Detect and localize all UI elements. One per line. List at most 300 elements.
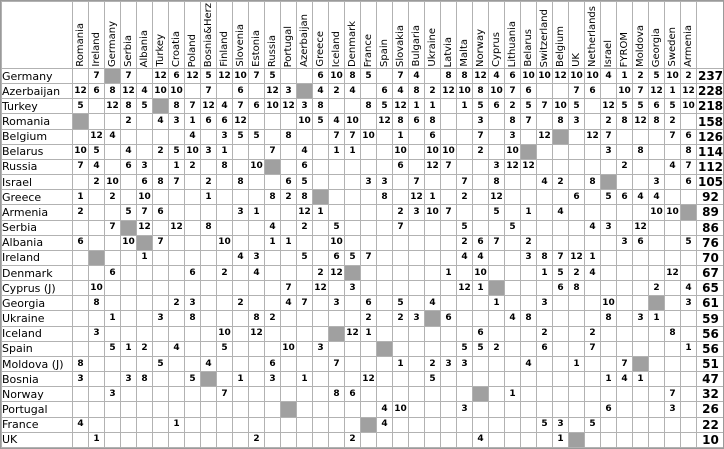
voter-header-israel <box>601 2 617 69</box>
vote-cell <box>585 159 601 174</box>
vote-cell <box>265 402 281 417</box>
vote-cell <box>297 432 313 447</box>
vote-cell <box>153 372 169 387</box>
vote-cell: 8 <box>217 159 233 174</box>
table-row-cyprus-j- <box>2 281 724 296</box>
vote-cell <box>297 341 313 356</box>
voter-header-label: UK <box>571 53 582 67</box>
voter-header-slovakia <box>393 2 409 69</box>
vote-cell <box>137 432 153 447</box>
vote-cell: 6 <box>473 235 489 250</box>
vote-cell <box>521 387 537 402</box>
vote-cell <box>633 159 649 174</box>
vote-cell: 3 <box>457 402 473 417</box>
vote-cell <box>441 250 457 265</box>
vote-cell: 5 <box>313 114 329 129</box>
vote-cell: 6 <box>169 68 185 83</box>
vote-cell <box>393 326 409 341</box>
vote-cell <box>553 190 569 205</box>
vote-cell: 1 <box>457 99 473 114</box>
vote-cell <box>201 129 217 144</box>
vote-cell <box>633 387 649 402</box>
vote-cell <box>425 341 441 356</box>
vote-cell <box>281 159 297 174</box>
vote-cell: 8 <box>441 68 457 83</box>
vote-cell <box>89 387 105 402</box>
voter-header-label: Cyprus <box>491 32 502 67</box>
voter-header-russia <box>265 2 281 69</box>
vote-cell: 12 <box>585 129 601 144</box>
vote-cell <box>457 432 473 447</box>
vote-cell <box>201 250 217 265</box>
vote-cell: 2 <box>233 296 249 311</box>
vote-cell <box>201 281 217 296</box>
vote-cell: 3 <box>329 296 345 311</box>
vote-cell <box>617 250 633 265</box>
voter-header-label: Estonia <box>251 30 262 67</box>
vote-cell <box>489 432 505 447</box>
vote-cell <box>345 99 361 114</box>
vote-cell <box>249 220 265 235</box>
vote-cell: 5 <box>73 99 89 114</box>
vote-cell <box>425 432 441 447</box>
vote-cell: 2 <box>569 266 585 281</box>
vote-cell: 10 <box>505 144 521 159</box>
vote-cell: 7 <box>521 114 537 129</box>
vote-cell: 1 <box>521 205 537 220</box>
vote-cell <box>537 387 553 402</box>
vote-cell: 7 <box>281 281 297 296</box>
self-vote-cell <box>489 281 505 296</box>
vote-cell: 6 <box>505 68 521 83</box>
vote-cell <box>345 311 361 326</box>
vote-cell <box>121 175 137 190</box>
row-label: Turkey <box>2 99 73 114</box>
voter-header-label: Finland <box>219 31 230 67</box>
vote-cell <box>649 250 665 265</box>
vote-cell: 8 <box>553 114 569 129</box>
vote-cell <box>137 326 153 341</box>
vote-cell: 12 <box>633 114 649 129</box>
vote-cell: 2 <box>121 114 137 129</box>
voter-header-label: Greece <box>315 31 326 67</box>
vote-cell <box>169 372 185 387</box>
vote-cell <box>281 220 297 235</box>
vote-cell: 6 <box>313 68 329 83</box>
row-label: Serbia <box>2 220 73 235</box>
vote-cell <box>505 175 521 190</box>
vote-cell: 8 <box>569 281 585 296</box>
vote-cell <box>313 296 329 311</box>
vote-cell: 7 <box>633 84 649 99</box>
vote-cell <box>233 281 249 296</box>
voter-header-label: Sweden <box>667 27 678 67</box>
vote-cell <box>361 281 377 296</box>
vote-cell <box>249 387 265 402</box>
vote-cell <box>537 235 553 250</box>
vote-cell: 10 <box>233 68 249 83</box>
vote-cell: 2 <box>585 326 601 341</box>
vote-cell: 10 <box>617 84 633 99</box>
vote-cell <box>425 220 441 235</box>
voter-header-belgium <box>553 2 569 69</box>
vote-cell: 1 <box>297 372 313 387</box>
row-label: Norway <box>2 387 73 402</box>
voter-header-label: Croatia <box>171 31 182 67</box>
vote-cell <box>617 205 633 220</box>
vote-cell: 7 <box>393 220 409 235</box>
table-row-portugal <box>2 402 724 417</box>
vote-cell <box>569 417 585 432</box>
voter-header-sweden <box>665 2 681 69</box>
vote-cell: 7 <box>137 205 153 220</box>
vote-cell: 4 <box>377 402 393 417</box>
vote-cell <box>505 205 521 220</box>
vote-cell <box>345 175 361 190</box>
table-row-france <box>2 417 724 432</box>
voter-header-label: Serbia <box>123 35 134 67</box>
vote-cell: 4 <box>457 250 473 265</box>
vote-cell <box>441 432 457 447</box>
vote-cell: 3 <box>121 372 137 387</box>
vote-cell <box>73 402 89 417</box>
vote-cell <box>441 235 457 250</box>
vote-cell: 12 <box>473 68 489 83</box>
voter-header-azerbaijan <box>297 2 313 69</box>
vote-cell: 12 <box>329 266 345 281</box>
row-total: 158 <box>697 114 724 129</box>
vote-cell <box>681 326 697 341</box>
vote-cell: 7 <box>681 159 697 174</box>
vote-cell: 5 <box>681 235 697 250</box>
vote-cell: 4 <box>633 190 649 205</box>
vote-cell: 1 <box>617 68 633 83</box>
vote-cell <box>489 220 505 235</box>
vote-cell <box>281 387 297 402</box>
vote-cell: 5 <box>89 144 105 159</box>
vote-cell: 6 <box>681 175 697 190</box>
vote-cell <box>89 417 105 432</box>
vote-cell: 1 <box>649 311 665 326</box>
vote-cell: 1 <box>425 190 441 205</box>
vote-cell <box>521 190 537 205</box>
vote-cell <box>569 159 585 174</box>
vote-cell: 8 <box>521 311 537 326</box>
vote-cell: 4 <box>345 84 361 99</box>
vote-cell <box>217 175 233 190</box>
vote-cell <box>329 341 345 356</box>
vote-cell: 8 <box>473 84 489 99</box>
vote-cell <box>249 235 265 250</box>
vote-cell <box>89 402 105 417</box>
vote-cell: 1 <box>329 144 345 159</box>
vote-cell <box>169 190 185 205</box>
vote-cell <box>457 144 473 159</box>
row-label: Armenia <box>2 205 73 220</box>
vote-cell <box>73 250 89 265</box>
vote-cell: 4 <box>505 311 521 326</box>
vote-cell: 8 <box>345 68 361 83</box>
vote-cell <box>425 387 441 402</box>
vote-cell <box>489 129 505 144</box>
vote-cell <box>73 311 89 326</box>
vote-cell <box>681 114 697 129</box>
vote-cell <box>249 114 265 129</box>
vote-cell: 10 <box>393 402 409 417</box>
voter-header-latvia <box>441 2 457 69</box>
vote-cell <box>265 129 281 144</box>
vote-cell <box>329 99 345 114</box>
vote-cell <box>553 326 569 341</box>
voter-header-belarus <box>521 2 537 69</box>
vote-cell: 6 <box>489 99 505 114</box>
vote-cell <box>345 296 361 311</box>
vote-cell <box>633 417 649 432</box>
voter-header-label: Albania <box>139 29 150 67</box>
voter-header-bulgaria <box>409 2 425 69</box>
vote-cell <box>201 205 217 220</box>
vote-cell: 6 <box>361 296 377 311</box>
vote-cell <box>89 266 105 281</box>
vote-cell <box>137 417 153 432</box>
vote-cell <box>281 205 297 220</box>
voter-header-armenia <box>681 2 697 69</box>
vote-cell: 1 <box>121 341 137 356</box>
vote-cell <box>121 402 137 417</box>
vote-cell <box>249 296 265 311</box>
vote-cell <box>505 326 521 341</box>
vote-cell <box>473 205 489 220</box>
vote-cell <box>681 387 697 402</box>
vote-cell: 4 <box>649 190 665 205</box>
table-row-norway <box>2 387 724 402</box>
vote-cell: 12 <box>569 250 585 265</box>
row-label: Portugal <box>2 402 73 417</box>
vote-cell <box>505 281 521 296</box>
vote-cell: 12 <box>521 159 537 174</box>
vote-cell <box>73 296 89 311</box>
vote-cell <box>441 326 457 341</box>
voter-header-germany <box>105 2 121 69</box>
vote-cell <box>185 356 201 371</box>
vote-cell <box>137 296 153 311</box>
vote-cell <box>201 326 217 341</box>
vote-cell: 7 <box>665 129 681 144</box>
voter-header-denmark <box>345 2 361 69</box>
vote-cell: 8 <box>425 114 441 129</box>
vote-cell: 7 <box>217 387 233 402</box>
vote-cell <box>585 432 601 447</box>
vote-cell <box>73 175 89 190</box>
vote-cell: 5 <box>649 68 665 83</box>
row-label: Germany <box>2 68 73 83</box>
vote-cell <box>105 159 121 174</box>
vote-cell <box>665 432 681 447</box>
vote-cell: 4 <box>201 356 217 371</box>
vote-cell: 8 <box>281 129 297 144</box>
vote-cell <box>409 296 425 311</box>
vote-cell: 6 <box>553 281 569 296</box>
vote-cell: 1 <box>201 190 217 205</box>
vote-cell <box>137 266 153 281</box>
vote-cell: 5 <box>537 417 553 432</box>
vote-cell <box>153 432 169 447</box>
row-label: Iceland <box>2 326 73 341</box>
vote-cell <box>329 175 345 190</box>
vote-cell <box>537 114 553 129</box>
vote-cell: 7 <box>73 159 89 174</box>
vote-cell <box>105 250 121 265</box>
row-total: 218 <box>697 99 724 114</box>
vote-cell: 1 <box>601 372 617 387</box>
vote-cell: 1 <box>489 296 505 311</box>
vote-cell <box>377 326 393 341</box>
vote-cell: 8 <box>185 311 201 326</box>
vote-cell <box>617 296 633 311</box>
vote-cell: 12 <box>105 99 121 114</box>
vote-cell <box>649 159 665 174</box>
vote-cell: 2 <box>297 220 313 235</box>
vote-cell <box>345 372 361 387</box>
row-total: 70 <box>697 250 724 265</box>
vote-cell <box>409 356 425 371</box>
vote-cell <box>361 266 377 281</box>
vote-cell <box>633 326 649 341</box>
vote-cell: 7 <box>537 99 553 114</box>
vote-cell: 5 <box>521 99 537 114</box>
vote-cell: 5 <box>489 205 505 220</box>
vote-cell: 6 <box>585 84 601 99</box>
vote-cell <box>153 129 169 144</box>
vote-cell: 12 <box>441 84 457 99</box>
vote-cell: 5 <box>105 341 121 356</box>
vote-cell: 12 <box>361 372 377 387</box>
vote-cell <box>169 402 185 417</box>
vote-cell <box>473 372 489 387</box>
vote-cell: 10 <box>553 99 569 114</box>
vote-cell <box>249 341 265 356</box>
vote-cell <box>409 144 425 159</box>
vote-cell <box>169 266 185 281</box>
vote-cell <box>281 432 297 447</box>
vote-cell: 12 <box>265 84 281 99</box>
vote-cell <box>681 417 697 432</box>
vote-cell: 10 <box>265 99 281 114</box>
vote-cell: 2 <box>393 205 409 220</box>
self-vote-cell <box>89 250 105 265</box>
voter-header-spain <box>377 2 393 69</box>
vote-cell <box>553 296 569 311</box>
vote-cell: 5 <box>377 99 393 114</box>
vote-cell: 8 <box>249 311 265 326</box>
vote-cell <box>633 175 649 190</box>
vote-cell <box>329 432 345 447</box>
vote-cell: 5 <box>169 144 185 159</box>
vote-cell: 4 <box>617 372 633 387</box>
vote-cell: 8 <box>489 175 505 190</box>
vote-cell <box>585 235 601 250</box>
vote-cell <box>153 326 169 341</box>
vote-cell <box>233 159 249 174</box>
vote-cell <box>393 250 409 265</box>
vote-cell: 3 <box>441 356 457 371</box>
vote-cell <box>169 356 185 371</box>
row-label: Denmark <box>2 266 73 281</box>
vote-cell <box>633 296 649 311</box>
vote-cell <box>585 402 601 417</box>
voter-header-albania <box>137 2 153 69</box>
vote-cell: 4 <box>489 68 505 83</box>
vote-cell <box>505 266 521 281</box>
vote-cell: 3 <box>89 326 105 341</box>
vote-cell: 10 <box>681 99 697 114</box>
vote-cell <box>281 326 297 341</box>
vote-cell: 6 <box>521 84 537 99</box>
vote-cell <box>265 326 281 341</box>
vote-cell <box>121 129 137 144</box>
vote-cell: 3 <box>217 129 233 144</box>
vote-cell: 10 <box>361 129 377 144</box>
vote-cell: 4 <box>233 250 249 265</box>
vote-cell: 5 <box>665 99 681 114</box>
vote-cell: 12 <box>553 68 569 83</box>
vote-cell: 3 <box>457 356 473 371</box>
row-label: UK <box>2 432 73 447</box>
vote-cell: 2 <box>265 311 281 326</box>
row-total: 22 <box>697 417 724 432</box>
vote-cell <box>89 356 105 371</box>
row-total: 86 <box>697 220 724 235</box>
vote-cell <box>217 402 233 417</box>
vote-cell: 5 <box>297 250 313 265</box>
vote-cell: 12 <box>169 220 185 235</box>
vote-cell <box>665 281 681 296</box>
vote-cell <box>313 402 329 417</box>
vote-cell: 2 <box>633 68 649 83</box>
vote-cell: 10 <box>521 68 537 83</box>
vote-cell <box>601 341 617 356</box>
vote-cell <box>121 432 137 447</box>
table-row-georgia <box>2 296 724 311</box>
vote-cell: 8 <box>537 250 553 265</box>
vote-cell <box>297 311 313 326</box>
vote-cell: 6 <box>633 235 649 250</box>
vote-cell <box>185 220 201 235</box>
vote-cell <box>89 235 105 250</box>
self-vote-cell <box>361 417 377 432</box>
vote-cell <box>489 417 505 432</box>
vote-cell <box>553 220 569 235</box>
row-label: Cyprus (J) <box>2 281 73 296</box>
voter-header-uk <box>569 2 585 69</box>
vote-cell: 10 <box>297 114 313 129</box>
vote-cell: 2 <box>89 175 105 190</box>
vote-cell <box>185 175 201 190</box>
vote-cell: 12 <box>73 84 89 99</box>
vote-cell: 10 <box>489 84 505 99</box>
vote-cell <box>249 356 265 371</box>
vote-cell <box>553 84 569 99</box>
vote-cell: 2 <box>137 341 153 356</box>
vote-cell <box>489 402 505 417</box>
vote-cell <box>265 281 281 296</box>
vote-cell <box>425 68 441 83</box>
vote-cell <box>537 159 553 174</box>
vote-cell <box>185 417 201 432</box>
vote-cell <box>585 356 601 371</box>
vote-cell <box>217 296 233 311</box>
vote-cell <box>137 68 153 83</box>
